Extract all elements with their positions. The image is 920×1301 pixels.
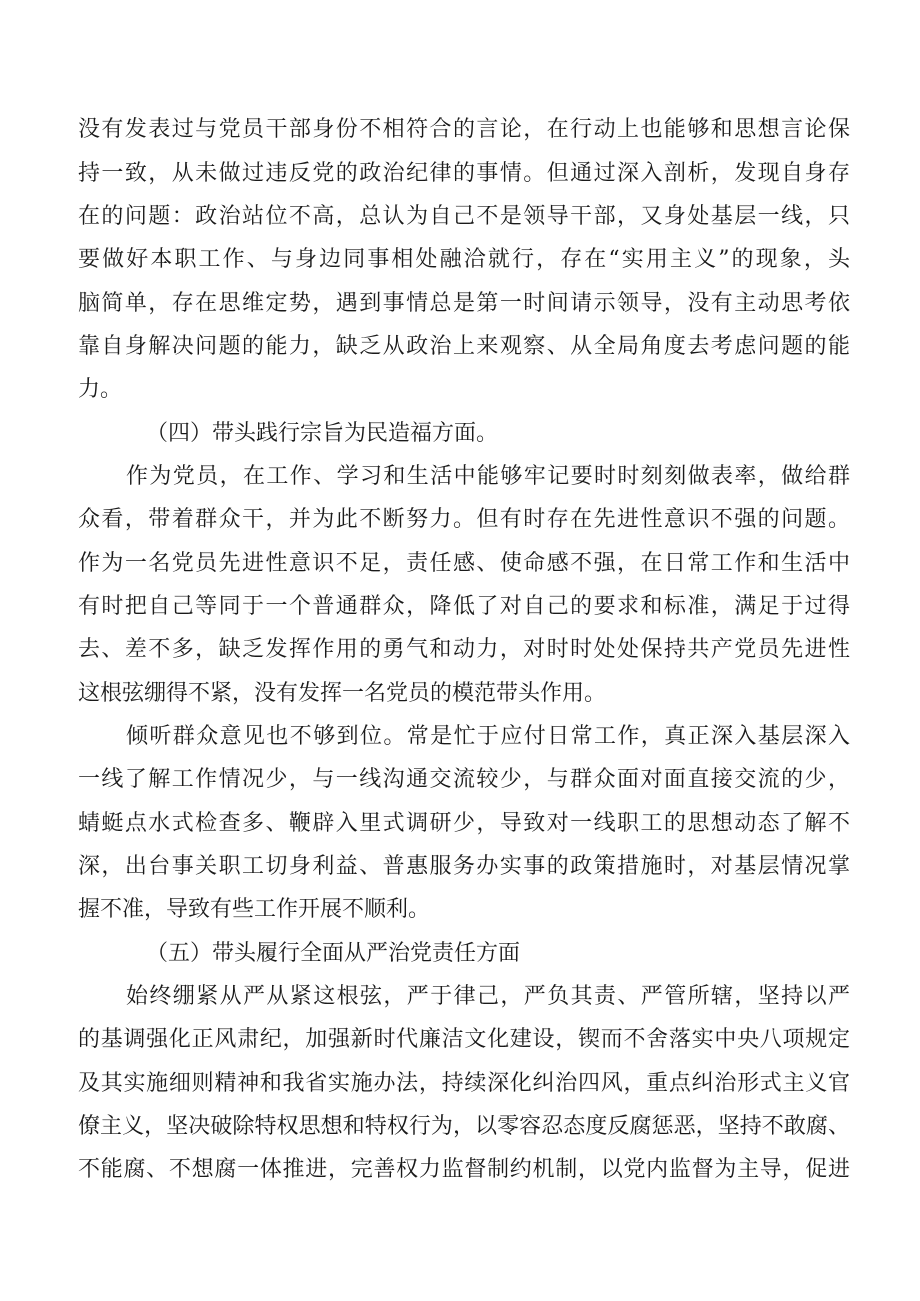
paragraph-line: 作为党员，在工作、学习和生活中能够牢记要时时刻刻做表率，做给群 (126, 464, 850, 489)
paragraph-line: 握不准，导致有些工作开展不顺利。 (78, 897, 431, 922)
paragraph-line: 去、差不多，缺乏发挥作用的勇气和动力，对时时处处保持共产党员先进性 (78, 637, 850, 662)
paragraph-line: 持一致，从未做过违反党的政治纪律的事情。但通过深入剖析，发现自身存 (78, 161, 850, 186)
paragraph-line: 一线了解工作情况少，与一线沟通交流较少，与群众面对面直接交流的少， (78, 767, 850, 792)
paragraph-line: 这根弦绷得不紧，没有发挥一名党员的模范带头作用。 (78, 681, 607, 706)
paragraph-line: 倾听群众意见也不够到位。常是忙于应付日常工作，真正深入基层深入 (126, 724, 850, 749)
paragraph-line: 的基调强化正风肃纪，加强新时代廉洁文化建设，锲而不舍落实中央八项规定 (78, 1027, 850, 1052)
paragraph-line: 不能腐、不想腐一体推进，完善权力监督制约机制，以党内监督为主导，促进 (78, 1157, 850, 1182)
paragraph-line: 深，出台事关职工切身利益、普惠服务办实事的政策措施时，对基层情况掌 (78, 854, 850, 879)
section-heading: （四）带头践行宗旨为民造福方面。 (146, 421, 499, 446)
paragraph-line: 作为一名党员先进性意识不足，责任感、使命感不强，在日常工作和生活中 (78, 551, 850, 576)
paragraph-line: 蜻蜓点水式检查多、鞭辟入里式调研少，导致对一线职工的思想动态了解不 (78, 811, 850, 836)
section-heading: （五）带头履行全面从严治党责任方面 (146, 941, 521, 966)
paragraph-line: 脑简单，存在思维定势，遇到事情总是第一时间请示领导，没有主动思考依 (78, 291, 850, 316)
paragraph-line: 要做好本职工作、与身边同事相处融洽就行，存在“实用主义”的现象，头 (78, 247, 850, 272)
paragraph-line: 僚主义，坚决破除特权思想和特权行为，以零容忍态度反腐惩恶，坚持不敢腐、 (78, 1114, 850, 1139)
paragraph-line: 及其实施细则精神和我省实施办法，持续深化纠治四风，重点纠治形式主义官 (78, 1071, 850, 1096)
paragraph-line: 没有发表过与党员干部身份不相符合的言论，在行动上也能够和思想言论保 (78, 117, 850, 142)
paragraph-line: 靠自身解决问题的能力，缺乏从政治上来观察、从全局角度去考虑问题的能 (78, 334, 850, 359)
paragraph-line: 众看，带着群众干，并为此不断努力。但有时存在先进性意识不强的问题。 (78, 507, 850, 532)
paragraph-line: 在的问题：政治站位不高，总认为自己不是领导干部，又身处基层一线，只 (78, 204, 850, 229)
paragraph-line: 力。 (78, 377, 123, 402)
paragraph-line: 有时把自己等同于一个普通群众，降低了对自己的要求和标准，满足于过得 (78, 594, 850, 619)
paragraph-line: 始终绷紧从严从紧这根弦，严于律己，严负其责、严管所辖，坚持以严 (126, 984, 850, 1009)
